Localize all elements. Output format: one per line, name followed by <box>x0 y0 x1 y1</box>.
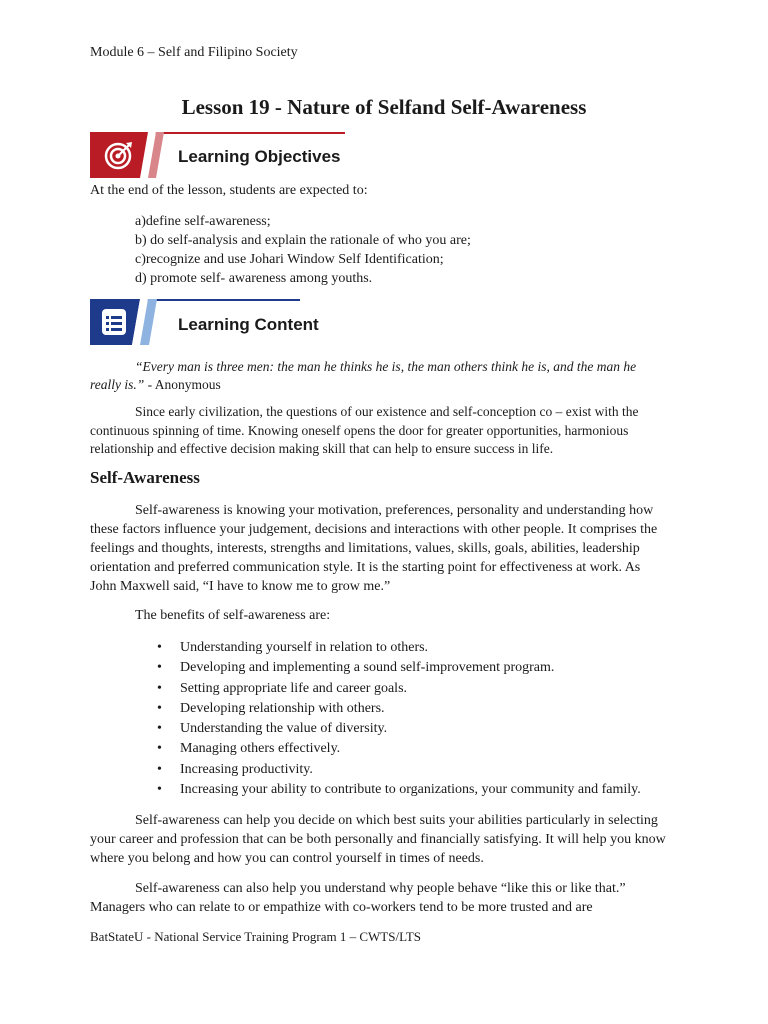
objective-item: b) do self-analysis and explain the rationale of who you are; <box>135 233 471 248</box>
list-item: • Increasing your ability to contribute to organizations, your community and family. <box>135 780 641 800</box>
running-header: Module 6 – Self and Filipino Society <box>90 45 298 60</box>
learning-content-banner <box>90 299 319 345</box>
quote-text: “Every man is three men: the man he thinks he is, the man others think he is, and the man he really is.” <box>90 359 637 392</box>
objectives-list <box>135 212 471 288</box>
document-icon <box>100 307 128 337</box>
benefits-list <box>135 638 641 800</box>
learning-objectives-label: Learning Objectives <box>178 147 341 166</box>
list-item: • Understanding yourself in relation to others. <box>135 638 641 658</box>
section-heading: Self-Awareness <box>90 468 200 487</box>
list-item: • Understanding the value of diversity. <box>135 719 641 739</box>
benefits-intro: The benefits of self-awareness are: <box>135 608 331 623</box>
learning-objectives-banner <box>90 132 350 178</box>
objective-item: a)define self-awareness; <box>135 214 271 229</box>
lesson-title: Lesson 19 - Nature of Selfand Self-Awareness <box>181 95 587 119</box>
list-item: • Developing relationship with others. <box>135 699 641 719</box>
list-item: • Setting appropriate life and career goals. <box>135 679 641 699</box>
running-footer: BatStateU - National Service Training Program 1 – CWTS/LTS <box>90 929 421 944</box>
behavior-paragraph: Self-awareness can also help you understand why people behave “like this or like that.” Managers who can relate to or empathize with co-workers tend to be more trusted and are <box>90 881 626 915</box>
definition-paragraph: Self-awareness is knowing your motivation, preferences, personality and understanding how these factors influence your judgement, decisions and interactions with other people. It comprises the feelings and thoughts, interests, strengths and limitations, values, skills, goals, abilities, leadership orientation and preferred communication style. It is the starting point for effectiveness at work. As John Maxwell said, “I have to know me to grow me.” <box>90 503 658 594</box>
list-item: • Developing and implementing a sound self-improvement program. <box>135 658 641 678</box>
list-item: • Managing others effectively. <box>135 739 641 759</box>
quote-author: Anonymous <box>154 377 221 392</box>
objective-item: c)recognize and use Johari Window Self Identification; <box>135 252 444 267</box>
objectives-intro: At the end of the lesson, students are expected to: <box>90 183 368 198</box>
opening-quote <box>90 358 660 394</box>
target-icon <box>104 140 134 170</box>
list-item: • Increasing productivity. <box>135 760 641 780</box>
career-paragraph: Self-awareness can help you decide on which best suits your abilities particularly in selecting your career and profession that can be both personally and financially satisfying. It will help you know where you belong and how you can control yourself in times of needs. <box>90 813 666 866</box>
objective-item: d) promote self- awareness among youths. <box>135 271 373 286</box>
quote-separator: - <box>144 377 155 392</box>
intro-paragraph: Since early civilization, the questions of our existence and self-conception co – exist with the continuous spinning of time. Knowing oneself opens the door for greater opportunities, harmonious relationship and effective decision making skill that can help to ensure success in life. <box>90 404 639 456</box>
learning-content-label: Learning Content <box>178 315 319 334</box>
